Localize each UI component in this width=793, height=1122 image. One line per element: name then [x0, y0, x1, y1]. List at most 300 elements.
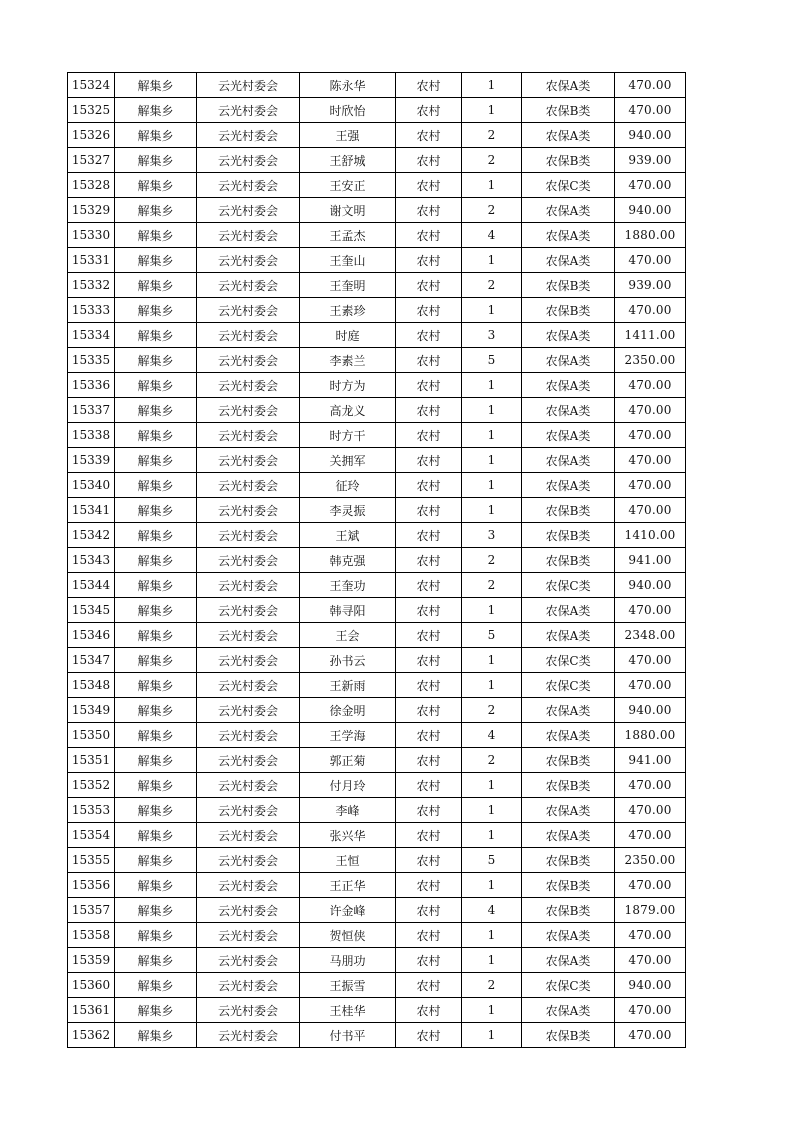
table-row [68, 223, 686, 248]
table-row [68, 423, 686, 448]
cell-count: 1 [462, 648, 522, 673]
table-row [68, 598, 686, 623]
cell-amount: 470.00 [615, 998, 686, 1023]
cell-area: 农村 [396, 473, 462, 498]
cell-area: 农村 [396, 423, 462, 448]
cell-category: 农保B类 [522, 773, 615, 798]
cell-township: 解集乡 [115, 623, 197, 648]
cell-category: 农保A类 [522, 598, 615, 623]
cell-id: 15340 [68, 473, 115, 498]
cell-township: 解集乡 [115, 898, 197, 923]
cell-count: 3 [462, 523, 522, 548]
cell-id: 15360 [68, 973, 115, 998]
cell-township: 解集乡 [115, 498, 197, 523]
cell-area: 农村 [396, 348, 462, 373]
cell-count: 1 [462, 998, 522, 1023]
cell-id: 15362 [68, 1023, 115, 1048]
cell-township: 解集乡 [115, 473, 197, 498]
cell-category: 农保A类 [522, 923, 615, 948]
cell-id: 15348 [68, 673, 115, 698]
cell-village: 云光村委会 [197, 848, 300, 873]
cell-id: 15344 [68, 573, 115, 598]
cell-amount: 940.00 [615, 198, 686, 223]
cell-township: 解集乡 [115, 148, 197, 173]
cell-township: 解集乡 [115, 648, 197, 673]
cell-area: 农村 [396, 673, 462, 698]
table-row [68, 648, 686, 673]
cell-count: 3 [462, 323, 522, 348]
cell-amount: 470.00 [615, 373, 686, 398]
cell-category: 农保B类 [522, 548, 615, 573]
cell-id: 15327 [68, 148, 115, 173]
table-row [68, 723, 686, 748]
cell-count: 1 [462, 98, 522, 123]
table-row [68, 473, 686, 498]
cell-amount: 940.00 [615, 573, 686, 598]
cell-category: 农保A类 [522, 998, 615, 1023]
cell-name: 韩寻阳 [300, 598, 396, 623]
cell-id: 15324 [68, 73, 115, 98]
cell-id: 15353 [68, 798, 115, 823]
cell-count: 2 [462, 973, 522, 998]
cell-category: 农保B类 [522, 273, 615, 298]
cell-name: 马朋功 [300, 948, 396, 973]
cell-township: 解集乡 [115, 323, 197, 348]
cell-id: 15332 [68, 273, 115, 298]
cell-category: 农保A类 [522, 623, 615, 648]
cell-id: 15349 [68, 698, 115, 723]
cell-name: 孙书云 [300, 648, 396, 673]
table-row [68, 948, 686, 973]
cell-area: 农村 [396, 148, 462, 173]
cell-village: 云光村委会 [197, 448, 300, 473]
cell-category: 农保A类 [522, 823, 615, 848]
cell-village: 云光村委会 [197, 273, 300, 298]
cell-township: 解集乡 [115, 398, 197, 423]
table-row [68, 373, 686, 398]
cell-category: 农保A类 [522, 73, 615, 98]
cell-count: 4 [462, 898, 522, 923]
cell-category: 农保B类 [522, 148, 615, 173]
cell-name: 贺恒侠 [300, 923, 396, 948]
cell-id: 15336 [68, 373, 115, 398]
cell-id: 15337 [68, 398, 115, 423]
cell-area: 农村 [396, 948, 462, 973]
cell-count: 1 [462, 798, 522, 823]
cell-area: 农村 [396, 623, 462, 648]
cell-id: 15351 [68, 748, 115, 773]
cell-count: 2 [462, 123, 522, 148]
cell-name: 王奎山 [300, 248, 396, 273]
cell-township: 解集乡 [115, 723, 197, 748]
cell-name: 时方为 [300, 373, 396, 398]
cell-amount: 1880.00 [615, 223, 686, 248]
cell-amount: 940.00 [615, 123, 686, 148]
cell-village: 云光村委会 [197, 1023, 300, 1048]
cell-category: 农保A类 [522, 373, 615, 398]
cell-name: 王安正 [300, 173, 396, 198]
cell-amount: 470.00 [615, 248, 686, 273]
cell-village: 云光村委会 [197, 423, 300, 448]
table-row [68, 248, 686, 273]
cell-township: 解集乡 [115, 173, 197, 198]
cell-name: 王桂华 [300, 998, 396, 1023]
table-row [68, 398, 686, 423]
cell-amount: 470.00 [615, 873, 686, 898]
cell-category: 农保B类 [522, 873, 615, 898]
cell-village: 云光村委会 [197, 248, 300, 273]
cell-area: 农村 [396, 823, 462, 848]
cell-amount: 470.00 [615, 398, 686, 423]
cell-name: 郭正菊 [300, 748, 396, 773]
cell-id: 15346 [68, 623, 115, 648]
cell-township: 解集乡 [115, 998, 197, 1023]
cell-category: 农保C类 [522, 673, 615, 698]
table-row [68, 123, 686, 148]
table-row [68, 998, 686, 1023]
cell-village: 云光村委会 [197, 298, 300, 323]
cell-name: 付月玲 [300, 773, 396, 798]
table-row [68, 523, 686, 548]
cell-township: 解集乡 [115, 673, 197, 698]
cell-area: 农村 [396, 748, 462, 773]
table-body [68, 73, 686, 1048]
cell-village: 云光村委会 [197, 798, 300, 823]
cell-area: 农村 [396, 1023, 462, 1048]
cell-amount: 470.00 [615, 1023, 686, 1048]
cell-village: 云光村委会 [197, 698, 300, 723]
cell-amount: 941.00 [615, 548, 686, 573]
cell-id: 15361 [68, 998, 115, 1023]
cell-village: 云光村委会 [197, 748, 300, 773]
cell-name: 时方干 [300, 423, 396, 448]
cell-count: 5 [462, 848, 522, 873]
cell-area: 农村 [396, 198, 462, 223]
cell-area: 农村 [396, 723, 462, 748]
cell-area: 农村 [396, 698, 462, 723]
cell-id: 15331 [68, 248, 115, 273]
cell-name: 谢文明 [300, 198, 396, 223]
cell-township: 解集乡 [115, 298, 197, 323]
cell-id: 15357 [68, 898, 115, 923]
cell-amount: 470.00 [615, 448, 686, 473]
cell-category: 农保A类 [522, 723, 615, 748]
table-row [68, 923, 686, 948]
cell-name: 徐金明 [300, 698, 396, 723]
cell-amount: 2350.00 [615, 348, 686, 373]
cell-count: 1 [462, 423, 522, 448]
cell-village: 云光村委会 [197, 173, 300, 198]
cell-amount: 470.00 [615, 473, 686, 498]
cell-township: 解集乡 [115, 523, 197, 548]
cell-name: 王学海 [300, 723, 396, 748]
cell-township: 解集乡 [115, 273, 197, 298]
cell-township: 解集乡 [115, 373, 197, 398]
cell-area: 农村 [396, 73, 462, 98]
cell-name: 李素兰 [300, 348, 396, 373]
cell-village: 云光村委会 [197, 998, 300, 1023]
cell-name: 王会 [300, 623, 396, 648]
cell-amount: 939.00 [615, 148, 686, 173]
cell-village: 云光村委会 [197, 723, 300, 748]
cell-village: 云光村委会 [197, 123, 300, 148]
cell-category: 农保A类 [522, 248, 615, 273]
cell-area: 农村 [396, 898, 462, 923]
cell-village: 云光村委会 [197, 773, 300, 798]
cell-name: 王孟杰 [300, 223, 396, 248]
cell-village: 云光村委会 [197, 198, 300, 223]
cell-id: 15325 [68, 98, 115, 123]
cell-name: 许金峰 [300, 898, 396, 923]
cell-amount: 470.00 [615, 923, 686, 948]
cell-count: 1 [462, 1023, 522, 1048]
cell-count: 1 [462, 923, 522, 948]
cell-category: 农保A类 [522, 123, 615, 148]
cell-id: 15338 [68, 423, 115, 448]
cell-area: 农村 [396, 523, 462, 548]
cell-area: 农村 [396, 123, 462, 148]
cell-id: 15326 [68, 123, 115, 148]
cell-count: 1 [462, 823, 522, 848]
table-row [68, 823, 686, 848]
cell-category: 农保C类 [522, 648, 615, 673]
cell-township: 解集乡 [115, 348, 197, 373]
cell-village: 云光村委会 [197, 673, 300, 698]
cell-name: 时欣怡 [300, 98, 396, 123]
table-row [68, 973, 686, 998]
table-row [68, 898, 686, 923]
cell-id: 15334 [68, 323, 115, 348]
cell-count: 5 [462, 623, 522, 648]
table-row [68, 273, 686, 298]
cell-village: 云光村委会 [197, 398, 300, 423]
cell-amount: 470.00 [615, 423, 686, 448]
cell-count: 1 [462, 673, 522, 698]
table-row [68, 73, 686, 98]
cell-id: 15341 [68, 498, 115, 523]
cell-village: 云光村委会 [197, 873, 300, 898]
cell-village: 云光村委会 [197, 373, 300, 398]
cell-category: 农保A类 [522, 698, 615, 723]
cell-area: 农村 [396, 398, 462, 423]
cell-id: 15350 [68, 723, 115, 748]
cell-village: 云光村委会 [197, 623, 300, 648]
cell-area: 农村 [396, 973, 462, 998]
cell-amount: 1879.00 [615, 898, 686, 923]
cell-village: 云光村委会 [197, 348, 300, 373]
cell-category: 农保A类 [522, 348, 615, 373]
cell-count: 1 [462, 948, 522, 973]
cell-count: 1 [462, 773, 522, 798]
cell-amount: 470.00 [615, 948, 686, 973]
cell-id: 15339 [68, 448, 115, 473]
cell-amount: 470.00 [615, 298, 686, 323]
cell-category: 农保B类 [522, 898, 615, 923]
cell-count: 4 [462, 723, 522, 748]
cell-township: 解集乡 [115, 823, 197, 848]
cell-category: 农保A类 [522, 423, 615, 448]
cell-village: 云光村委会 [197, 523, 300, 548]
cell-village: 云光村委会 [197, 98, 300, 123]
cell-township: 解集乡 [115, 698, 197, 723]
table-row [68, 698, 686, 723]
cell-category: 农保B类 [522, 298, 615, 323]
cell-category: 农保A类 [522, 223, 615, 248]
cell-category: 农保A类 [522, 473, 615, 498]
cell-amount: 1880.00 [615, 723, 686, 748]
cell-id: 15347 [68, 648, 115, 673]
cell-area: 农村 [396, 273, 462, 298]
cell-area: 农村 [396, 548, 462, 573]
cell-id: 15359 [68, 948, 115, 973]
cell-township: 解集乡 [115, 1023, 197, 1048]
cell-name: 王正华 [300, 873, 396, 898]
table-row [68, 148, 686, 173]
cell-count: 1 [462, 498, 522, 523]
cell-category: 农保C类 [522, 573, 615, 598]
cell-id: 15343 [68, 548, 115, 573]
cell-id: 15342 [68, 523, 115, 548]
table-row [68, 348, 686, 373]
cell-count: 1 [462, 873, 522, 898]
table-row [68, 623, 686, 648]
cell-category: 农保C类 [522, 973, 615, 998]
cell-name: 王奎明 [300, 273, 396, 298]
cell-area: 农村 [396, 298, 462, 323]
cell-area: 农村 [396, 248, 462, 273]
table-row [68, 1023, 686, 1048]
table-row [68, 198, 686, 223]
cell-village: 云光村委会 [197, 973, 300, 998]
cell-township: 解集乡 [115, 223, 197, 248]
cell-count: 5 [462, 348, 522, 373]
cell-amount: 470.00 [615, 798, 686, 823]
cell-count: 2 [462, 148, 522, 173]
cell-category: 农保A类 [522, 948, 615, 973]
cell-village: 云光村委会 [197, 948, 300, 973]
table-row [68, 673, 686, 698]
cell-village: 云光村委会 [197, 73, 300, 98]
cell-amount: 470.00 [615, 173, 686, 198]
cell-amount: 1410.00 [615, 523, 686, 548]
cell-name: 李灵振 [300, 498, 396, 523]
cell-area: 农村 [396, 498, 462, 523]
cell-count: 2 [462, 748, 522, 773]
cell-area: 农村 [396, 573, 462, 598]
cell-township: 解集乡 [115, 248, 197, 273]
cell-category: 农保B类 [522, 848, 615, 873]
cell-amount: 470.00 [615, 73, 686, 98]
cell-name: 王素珍 [300, 298, 396, 323]
cell-area: 农村 [396, 648, 462, 673]
table-row [68, 323, 686, 348]
cell-village: 云光村委会 [197, 923, 300, 948]
cell-amount: 2350.00 [615, 848, 686, 873]
cell-township: 解集乡 [115, 948, 197, 973]
cell-count: 1 [462, 398, 522, 423]
cell-village: 云光村委会 [197, 573, 300, 598]
cell-township: 解集乡 [115, 848, 197, 873]
cell-id: 15330 [68, 223, 115, 248]
cell-category: 农保B类 [522, 523, 615, 548]
cell-amount: 470.00 [615, 648, 686, 673]
cell-category: 农保B类 [522, 1023, 615, 1048]
table-row [68, 873, 686, 898]
cell-count: 1 [462, 73, 522, 98]
cell-id: 15355 [68, 848, 115, 873]
cell-township: 解集乡 [115, 748, 197, 773]
cell-count: 1 [462, 298, 522, 323]
cell-township: 解集乡 [115, 573, 197, 598]
cell-township: 解集乡 [115, 923, 197, 948]
cell-id: 15328 [68, 173, 115, 198]
cell-category: 农保B类 [522, 98, 615, 123]
cell-amount: 940.00 [615, 973, 686, 998]
cell-count: 2 [462, 548, 522, 573]
cell-count: 1 [462, 598, 522, 623]
table-row [68, 573, 686, 598]
cell-name: 王恒 [300, 848, 396, 873]
table-row [68, 773, 686, 798]
cell-village: 云光村委会 [197, 648, 300, 673]
cell-area: 农村 [396, 848, 462, 873]
cell-count: 2 [462, 698, 522, 723]
cell-name: 关拥军 [300, 448, 396, 473]
table-row [68, 448, 686, 473]
cell-township: 解集乡 [115, 798, 197, 823]
cell-township: 解集乡 [115, 73, 197, 98]
cell-township: 解集乡 [115, 873, 197, 898]
cell-name: 时庭 [300, 323, 396, 348]
cell-area: 农村 [396, 448, 462, 473]
cell-name: 韩克强 [300, 548, 396, 573]
cell-amount: 1411.00 [615, 323, 686, 348]
cell-name: 高龙义 [300, 398, 396, 423]
table-row [68, 498, 686, 523]
cell-count: 2 [462, 273, 522, 298]
cell-count: 1 [462, 173, 522, 198]
table-row [68, 173, 686, 198]
cell-id: 15354 [68, 823, 115, 848]
table-row [68, 298, 686, 323]
cell-amount: 939.00 [615, 273, 686, 298]
table-row [68, 548, 686, 573]
cell-id: 15352 [68, 773, 115, 798]
cell-name: 王舒城 [300, 148, 396, 173]
cell-area: 农村 [396, 773, 462, 798]
cell-area: 农村 [396, 998, 462, 1023]
cell-township: 解集乡 [115, 598, 197, 623]
cell-amount: 470.00 [615, 98, 686, 123]
cell-category: 农保B类 [522, 498, 615, 523]
cell-area: 农村 [396, 173, 462, 198]
cell-id: 15358 [68, 923, 115, 948]
cell-amount: 470.00 [615, 823, 686, 848]
cell-name: 征玲 [300, 473, 396, 498]
cell-village: 云光村委会 [197, 148, 300, 173]
cell-name: 王新雨 [300, 673, 396, 698]
cell-village: 云光村委会 [197, 598, 300, 623]
cell-village: 云光村委会 [197, 323, 300, 348]
cell-area: 农村 [396, 373, 462, 398]
cell-amount: 940.00 [615, 698, 686, 723]
cell-count: 1 [462, 473, 522, 498]
cell-village: 云光村委会 [197, 548, 300, 573]
cell-category: 农保A类 [522, 198, 615, 223]
cell-count: 2 [462, 198, 522, 223]
cell-name: 王强 [300, 123, 396, 148]
cell-count: 1 [462, 448, 522, 473]
